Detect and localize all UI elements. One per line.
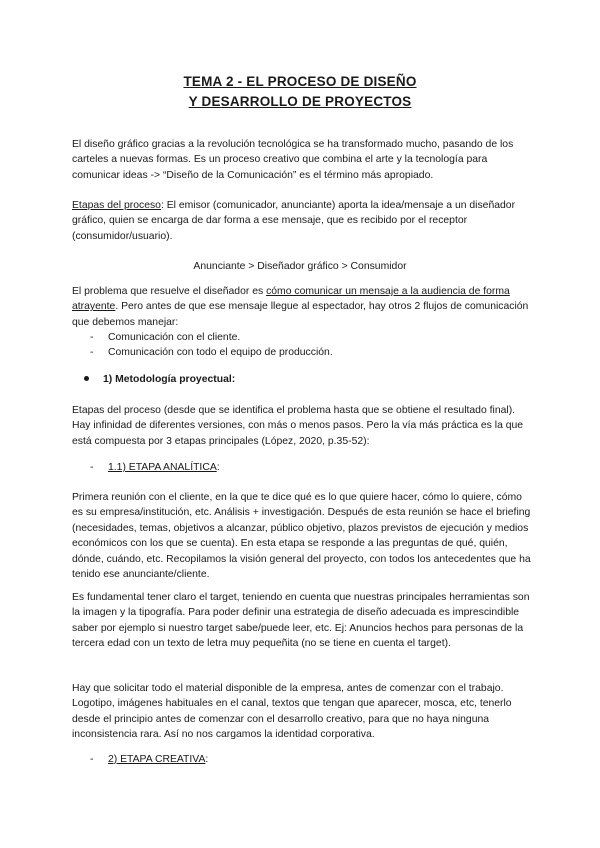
analytic-paragraph-2: Es fundamental tener claro el target, teniendo en cuenta que nuestras principales herramientas son la imagen y la tipografía. Para poder definir una estrategia de diseño adecuada es imprescindible saber por ejemplo si nuestro target sabe/puede leer, etc. Ej: Anuncios hechos para personas de la tercera edad con un texto de letra muy pequeñita (no se tiene en cuenta el target). (72, 592, 530, 650)
page-title-line-1: TEMA 2 - EL PROCESO DE DISEÑO (183, 74, 417, 89)
problem-paragraph (72, 284, 532, 330)
list-dash: - (90, 754, 94, 765)
analytic-paragraph-1: Primera reunión con el cliente, en la que te dice qué es lo que quiere hacer, cómo lo quiere, cómo es su empresa/institución, etc. Análisis + investigación. Después de esta reunión se hace el briefing (necesidades, temas, objetivos a alcanzar, público objetivo, plazos previstos de ejecución y medios económicos con los que se cuenta). En esta etapa se responde a las preguntas de qué, quién, dónde, cuándo, etc. Recopilamos la visión general del proyecto, con todos los antecedentes que ha tenido ese anunciante/cliente. (72, 492, 531, 581)
intro-paragraph: El diseño gráfico gracias a la revolución tecnológica se ha transformado mucho, pasando de los carteles a nuevas formas. Es un proceso creativo que combina el arte y la tecnología para comunicar ideas -> “Diseño de la Comunicación” es el término más apropiado. (72, 139, 514, 181)
bullet-icon (84, 376, 89, 381)
stages-text: : El emisor (comunicador, anunciante) aporta la idea/mensaje a un diseñador gráfico, quien se encarga de dar forma a ese mensaje, que es recibido por el receptor (consumidor/usuario). (72, 200, 516, 242)
problem-text-end: . Pero antes de que ese mensaje llegue al espectador, hay otros 2 flujos de comunicación que debemos manejar: (72, 301, 529, 328)
list-item: - Comunicación con el cliente. (90, 330, 530, 345)
problem-highlight: cómo comunicar un mensaje a la audiencia de forma atrayente (72, 286, 510, 313)
communication-flow: Anunciante > Diseñador gráfico > Consumidor (193, 261, 407, 272)
problem-text-start: El problema que resuelve el diseñador es (72, 286, 267, 297)
flows-list (90, 330, 530, 361)
list-item: - Comunicación con todo el equipo de producción. (90, 345, 530, 360)
stages-label: Etapas del proceso (72, 200, 161, 211)
analytic-paragraph-3: Hay que solicitar todo el material disponible de la empresa, antes de comenzar con el trabajo. Logotipo, imágenes habituales en el canal, textos que tengan que aparecer, mosca, etc, tenerlo desde el principio antes de comenzar con el desarrollo creativo, para que no haya ninguna inconsistencia rara. Así no nos cargamos la identidad corporativa. (72, 683, 512, 741)
page-title-line-2: Y DESARROLLO DE PROYECTOS (188, 94, 412, 109)
list-dash: - (90, 462, 94, 473)
list-dash: - (90, 347, 94, 359)
section-1-paragraph: Etapas del proceso (desde que se identifica el problema hasta que se obtiene el resultado final). Hay infinidad de diferentes versiones, con más o menos pasos. Pero la vía más práctica es la que está compuesta por 3 etapas principales (López, 2020, p.35-52): (72, 405, 524, 447)
list-dash: - (90, 332, 94, 343)
stages-paragraph (72, 198, 532, 244)
subsection-creative-heading: - 2) ETAPA CREATIVA: (90, 754, 209, 765)
subsection-analytic-heading: - 1.1) ETAPA ANALÍTICA: (90, 462, 220, 473)
section-1-heading: 1) Metodología proyectual: (84, 374, 235, 385)
